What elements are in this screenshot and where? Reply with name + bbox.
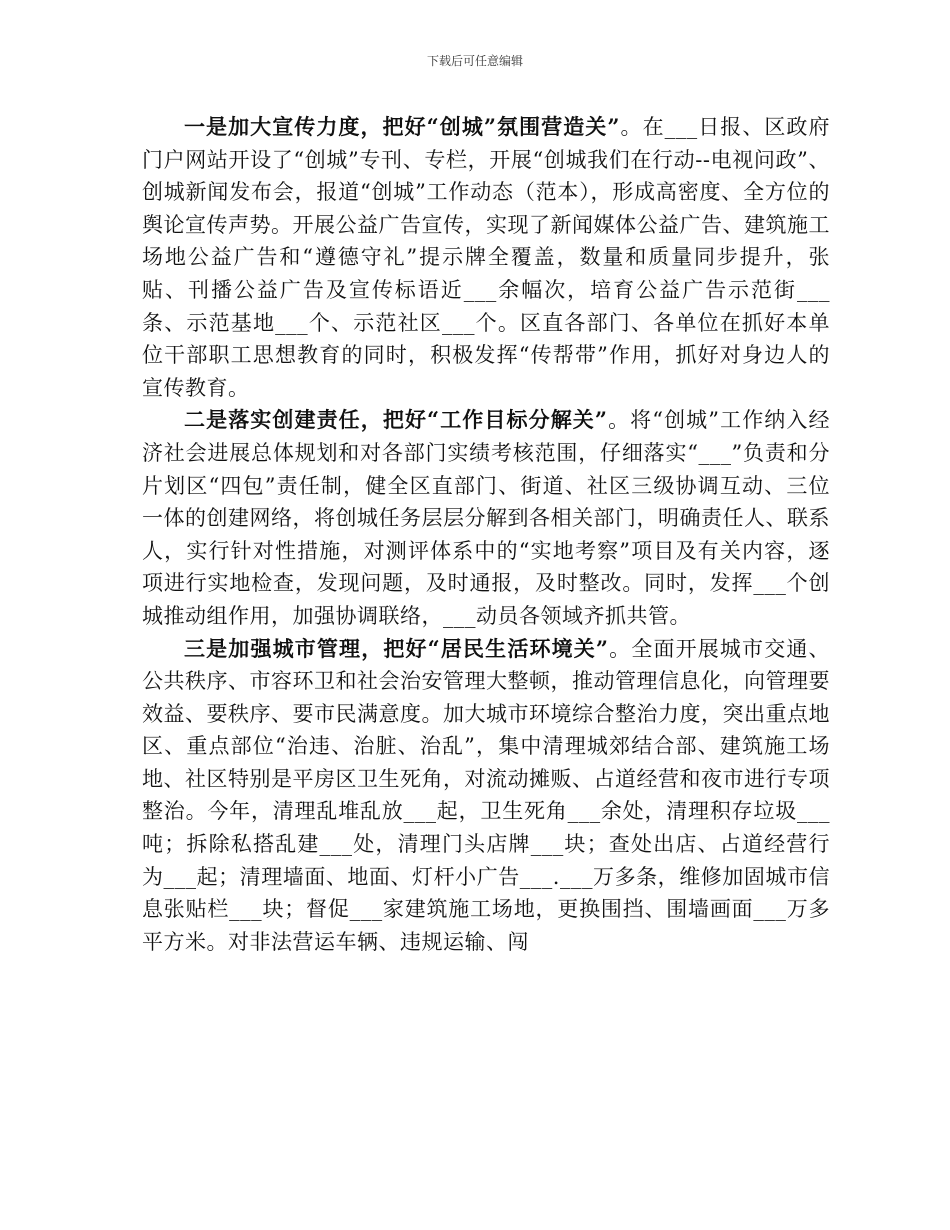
- document-body: [142, 111, 830, 958]
- paragraph-text: 。全面开展城市交通、公共秩序、市容环卫和社会治安管理大整顿，推动管理信息化，向管理要效益、要秩序、要市民满意度。加大城市环境综合整治力度，突出重点地区、重点部位“治违、治脏、治乱”，集中清理城郊结合部、建筑施工场地、社区特别是平房区卫生死角，对流动摊贩、占道经营和夜市进行专项整治。今年，清理乱堆乱放___起，卫生死角___余处，清理积存垃圾___吨；拆除私搭乱建___处，清理门头店牌___块；查处出店、占道经营行为___起；清理墙面、地面、灯杆小广告___.___万多条，维修加固城市信息张贴栏___块；督促___家建筑施工场地，更换围挡、围墙画面___万多平方米。对非法营运车辆、违规运输、闯: [142, 636, 830, 954]
- paragraph-publicity: [142, 111, 830, 404]
- paragraph-city-management: [142, 633, 830, 959]
- paragraph-text: 。将“创城”工作纳入经济社会进展总体规划和对各部门实绩考核范围，仔细落实“___”负责和分片划区“四包”责任制，健全区直部门、街道、社区三级协调互动、三位一体的创建网络，将创城任务层层分解到各相关部门，明确责任人、联系人，实行针对性措施，对测评体系中的“实地考察”项目及有关内容，逐项进行实地检查，发现问题，及时通报，及时整改。同时，发挥___个创城推动组作用，加强协调联络，___动员各领域齐抓共管。: [142, 408, 830, 628]
- paragraph-heading: 一是加大宣传力度，把好“创城”氛围营造关”: [184, 114, 620, 139]
- paragraph-heading: 三是加强城市管理，把好“居民生活环境关”: [184, 635, 609, 661]
- page-header: 下载后可任意编辑: [426, 54, 523, 68]
- paragraph-heading: 二是落实创建责任，把好“工作目标分解关”: [184, 407, 608, 433]
- paragraph-text: 。在___日报、区政府门户网站开设了“创城”专刊、专栏，开展“创城我们在行动--电视问政”、创城新闻发布会，报道“创城”工作动态（范本），形成高密度、全方位的舆论宣传声势。开展公益广告宣传，实现了新闻媒体公益广告、建筑施工场地公益广告和“遵德守礼”提示牌全覆盖，数量和质量同步提升，张贴、刊播公益广告及宣传标语近___余幅次，培育公益广告示范街___条、示范基地___个、示范社区___个。区直各部门、各单位在抓好本单位干部职工思想教育的同时，积极发挥“传帮带”作用，抓好对身边人的宣传教育。: [142, 115, 830, 400]
- paragraph-responsibility: [142, 404, 830, 632]
